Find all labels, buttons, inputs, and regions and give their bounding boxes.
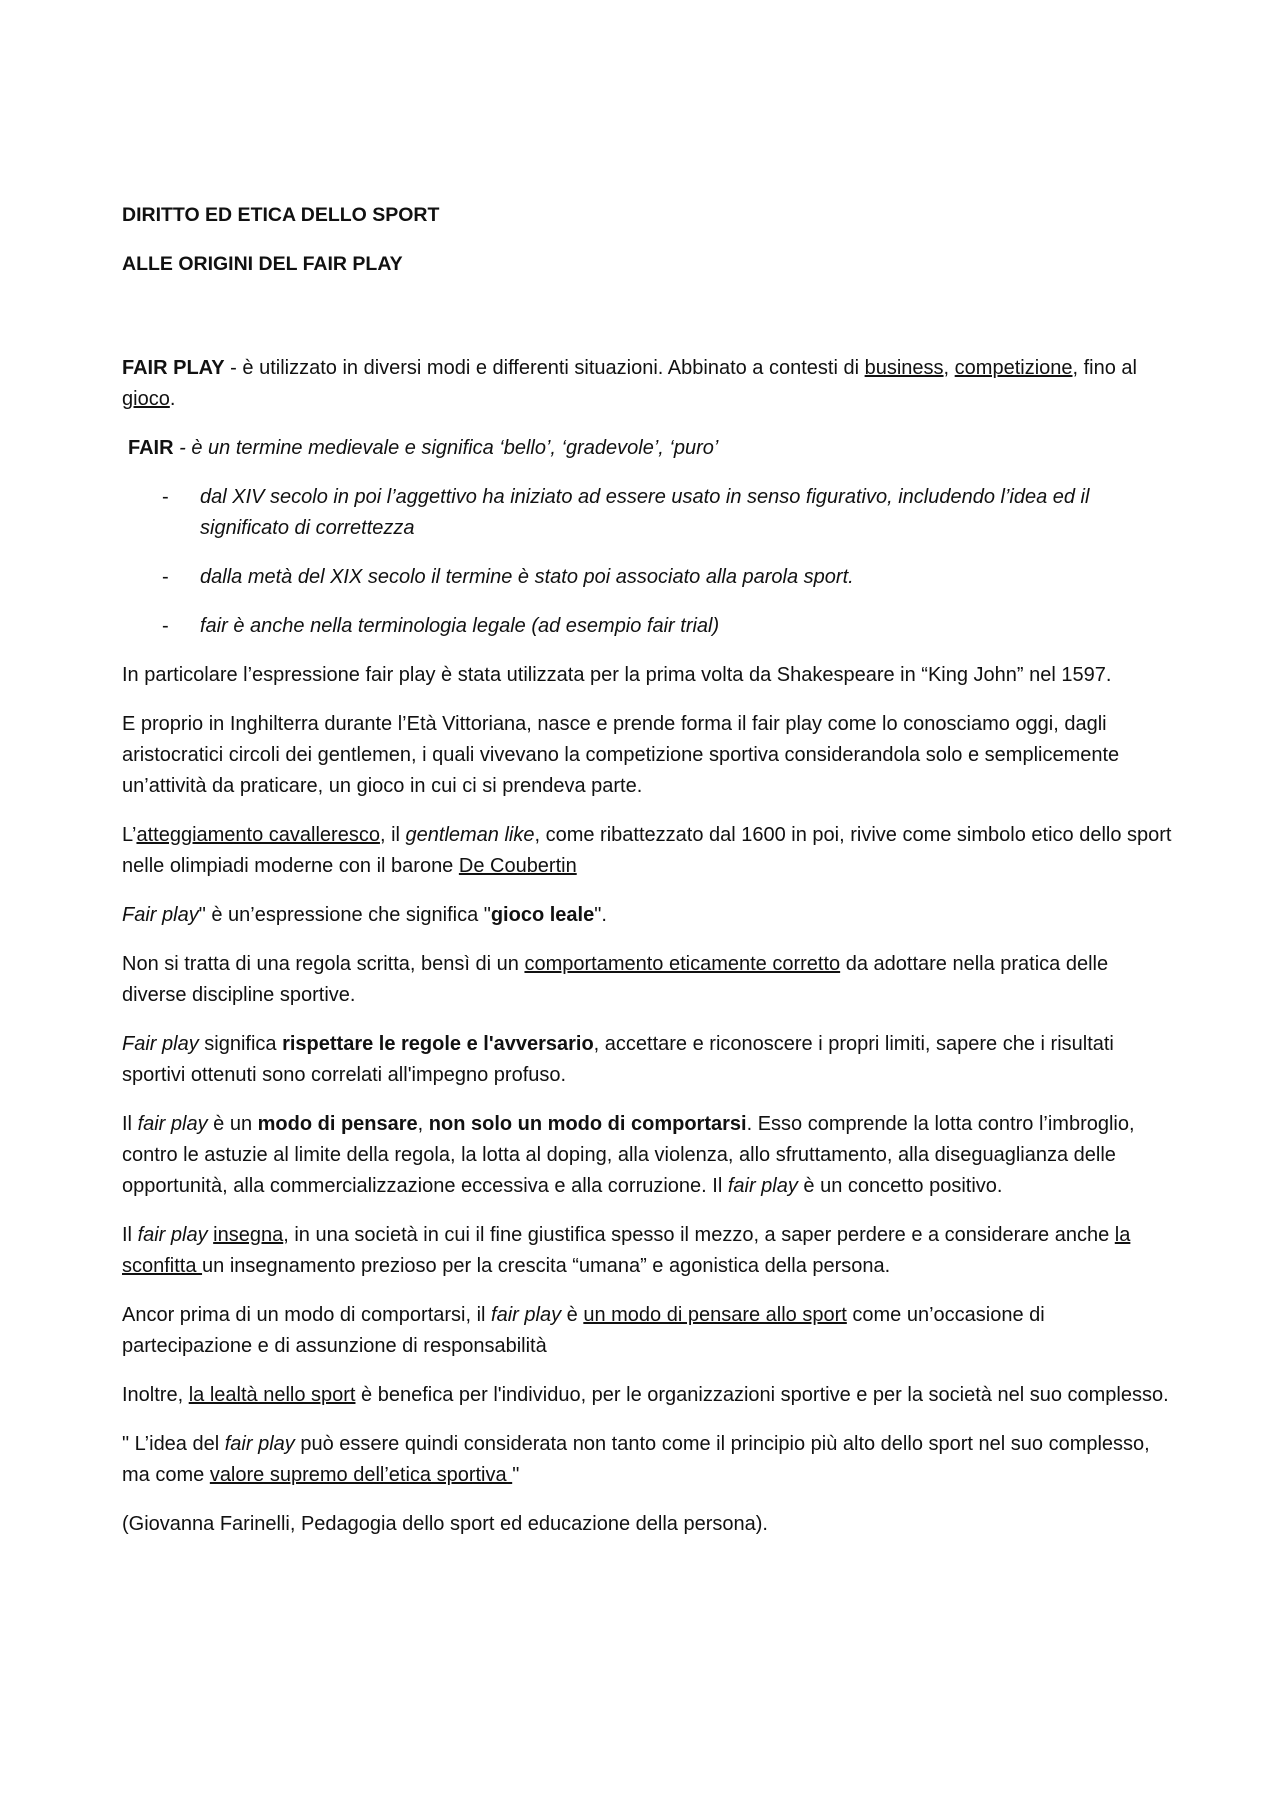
bullet-dash: - [162, 615, 169, 637]
document-subtitle: ALLE ORIGINI DEL FAIR PLAY [122, 253, 403, 275]
paragraph-regola-scritta: Non si tratta di una regola scritta, bensì di un comportamento eticamente corretto da adottare nella pratica delle diverse discipline sportive. [122, 953, 1109, 1006]
list-item: - dalla metà del XIX secolo il termine è stato poi associato alla parola sport. [122, 562, 1172, 593]
underlined-competizione: competizione [954, 357, 1073, 379]
paragraph-victorian-era: E proprio in Inghilterra durante l’Età Vittoriana, nasce e prende forma il fair play come lo conosciamo oggi, dagli aristocratici circoli dei gentlemen, i quali vivevano la competizione sportiva considerandola solo e semplicemente un’attività da praticare, un gioco in cui ci si prendeva parte. [122, 713, 1120, 797]
document-title: DIRITTO ED ETICA DELLO SPORT [122, 204, 440, 226]
term-fair: FAIR [128, 437, 174, 459]
underlined-comportamento: comportamento eticamente corretto [524, 953, 841, 975]
paragraph-fair-play-intro: FAIR PLAY - è utilizzato in diversi modi e differenti situazioni. Abbinato a contesti di business, competizione, fino al gioco. [122, 357, 1137, 410]
underlined-lealta: la lealtà nello sport [188, 1384, 356, 1406]
paragraph-gioco-leale: Fair play" è un’espressione che significa "gioco leale". [122, 904, 607, 926]
paragraph-quote: " L’idea del fair play può essere quindi considerata non tanto come il principio più alto dello sport nel suo complesso, ma come valore supremo dell’etica sportiva " [122, 1433, 1150, 1486]
paragraph-fair-definition: FAIR - è un termine medievale e significa ‘bello’, ‘gradevole’, ‘puro’ [128, 437, 719, 459]
underlined-gioco: gioco [122, 388, 170, 410]
underlined-valore-supremo: valore supremo dell’etica sportiva [209, 1464, 513, 1486]
paragraph-shakespeare: In particolare l’espressione fair play è stata utilizzata per la prima volta da Shakespeare in “King John” nel 1597. [122, 664, 1112, 686]
bullet-list [122, 482, 1172, 642]
bullet-dash: - [162, 486, 169, 508]
underlined-insegna: insegna [213, 1224, 284, 1246]
paragraph-insegna: Il fair play insegna, in una società in cui il fine giustifica spesso il mezzo, a saper perdere e a considerare anche la sconfitta un insegnamento prezioso per la crescita “umana” e agonistica della persona. [122, 1224, 1131, 1277]
underlined-business: business [864, 357, 944, 379]
term-fair-play: FAIR PLAY [122, 357, 225, 379]
underlined-sconfitta: la sconfitta [122, 1224, 1131, 1277]
bullet-dash: - [162, 566, 169, 588]
list-item: - dal XIV secolo in poi l’aggettivo ha iniziato ad essere usato in senso figurativo, includendo l’idea ed il significato di correttezza [122, 482, 1172, 544]
underlined-de-coubertin: De Coubertin [458, 855, 577, 877]
underlined-atteggiamento: atteggiamento cavalleresco [136, 824, 380, 846]
underlined-modo-pensare-sport: un modo di pensare allo sport [583, 1304, 847, 1326]
paragraph-modo-di-pensare: Il fair play è un modo di pensare, non solo un modo di comportarsi. Esso comprende la lotta contro l’imbroglio, contro le astuzie al limite della regola, la lotta al doping, alla violenza, allo sfruttamento, alla diseguaglianza delle opportunità, alla commercializzazione eccessiva e alla corruzione. Il fair play è un concetto positivo. [122, 1113, 1135, 1197]
paragraph-lealta: Inoltre, la lealtà nello sport è benefica per l'individuo, per le organizzazioni sportive e per la società nel suo complesso. [122, 1384, 1169, 1406]
paragraph-cavalleresco: L’atteggiamento cavalleresco, il gentleman like, come ribattezzato dal 1600 in poi, rivive come simbolo etico dello sport nelle olimpiadi moderne con il barone De Coubertin [122, 824, 1172, 877]
paragraph-citation: (Giovanna Farinelli, Pedagogia dello sport ed educazione della persona). [122, 1513, 768, 1535]
paragraph-ancor-prima: Ancor prima di un modo di comportarsi, il fair play è un modo di pensare allo sport come un’occasione di partecipazione e di assunzione di responsabilità [122, 1304, 1045, 1357]
list-item: - fair è anche nella terminologia legale (ad esempio fair trial) [122, 611, 1172, 642]
paragraph-rispettare-regole: Fair play significa rispettare le regole e l'avversario, accettare e riconoscere i propri limiti, sapere che i risultati sportivi ottenuti sono correlati all'impegno profuso. [122, 1033, 1114, 1086]
document-body [122, 200, 1172, 1558]
